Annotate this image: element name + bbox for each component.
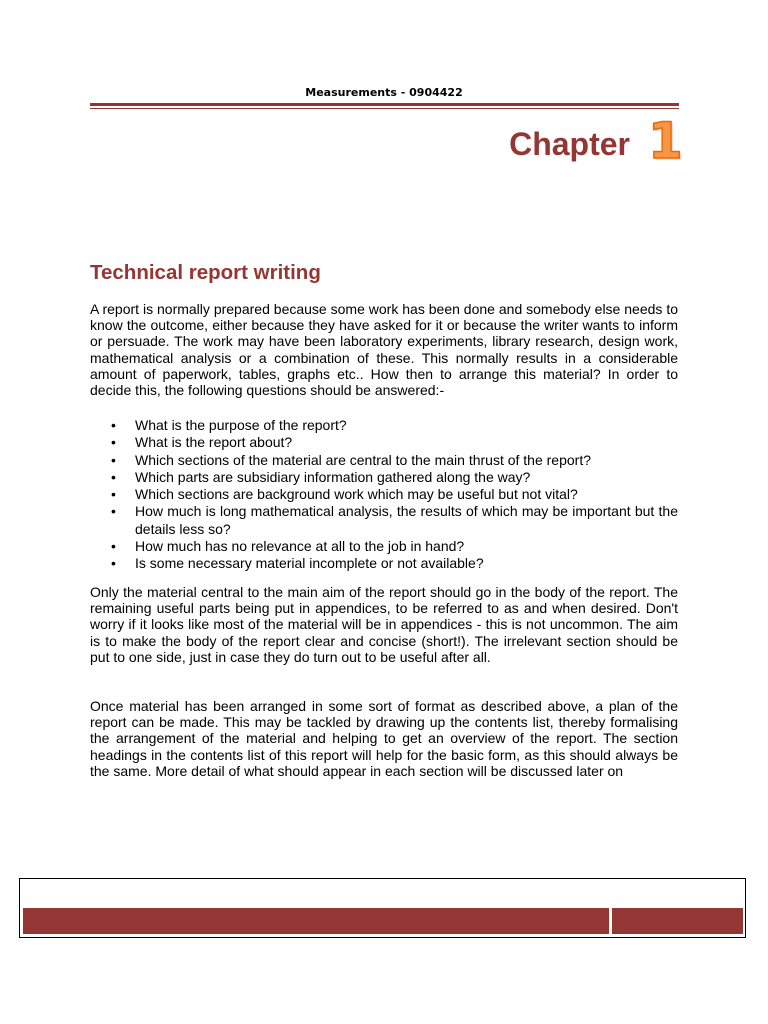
bullet-icon: • [111,434,116,451]
chapter-number: 1 [648,112,683,170]
footer-bar-page [612,908,743,934]
list-item-text: Which sections are background work which may be useful but not vital? [135,486,578,503]
list-item-text: What is the purpose of the report? [135,417,347,433]
list-item [90,434,678,451]
chapter-label: Chapter [509,126,630,162]
page-header-title: Measurements - 0904422 [305,86,463,99]
footer-bar-main [23,908,609,934]
list-item-text: How much has no relevance at all to the job in hand? [135,538,465,555]
paragraph-material: Only the material central to the main aim of the report should go in the body of the report. The remaining useful parts being put in appendices, to be referred to as and when desired. Don't worry if it looks like most of the material will be in appendices - this is not uncommon. The aim is to make the body of the report clear and concise (short!). The irrelevant section should be put to one side, just in case they do turn out to be useful after all. [90,584,678,665]
list-item [90,486,678,503]
bullet-icon: • [111,503,116,520]
list-item [90,503,678,538]
list-item-text: Is some necessary material incomplete or not available? [135,555,484,572]
bullet-icon: • [111,486,116,503]
bullet-icon: • [111,468,116,485]
list-item-text: Which sections of the material are central to the main thrust of the report? [135,451,591,468]
bullet-icon: • [111,417,116,433]
list-item [90,452,678,469]
list-item-text: What is the report about? [135,434,293,451]
header-rule-thick [90,103,679,106]
list-item [90,538,678,555]
section-heading: Technical report writing [90,261,321,284]
list-item-text: How much is long mathematical analysis, the results of which may be important but the details less so? [135,503,678,537]
paragraph-intro: A report is normally prepared because some work has been done and somebody else needs to know the outcome, either because they have asked for it or because the writer wants to inform or persuade. The work may have been laboratory experiments, library research, design work, mathematical analysis or a combination of these. This normally results in a considerable amount of paperwork, tables, graphs etc.. How then to arrange this material? In order to decide this, the following questions should be answered:- [90,301,678,399]
question-list [90,417,678,573]
bullet-icon: • [111,451,116,468]
list-item [90,469,678,486]
list-item [90,417,678,434]
list-item-text: Which parts are subsidiary information gathered along the way? [135,468,531,485]
header-rule-thin [90,108,679,109]
bullet-icon: • [111,538,116,555]
list-item [90,555,678,572]
paragraph-plan: Once material has been arranged in some sort of format as described above, a plan of the report can be made. This may be tackled by drawing up the contents list, thereby formalising the arrangement of the material and helping to get an overview of the report. The section headings in the contents list of this report will help for the basic form, as this should always be the same. More detail of what should appear in each section will be discussed later on [90,698,678,779]
bullet-icon: • [111,555,116,572]
